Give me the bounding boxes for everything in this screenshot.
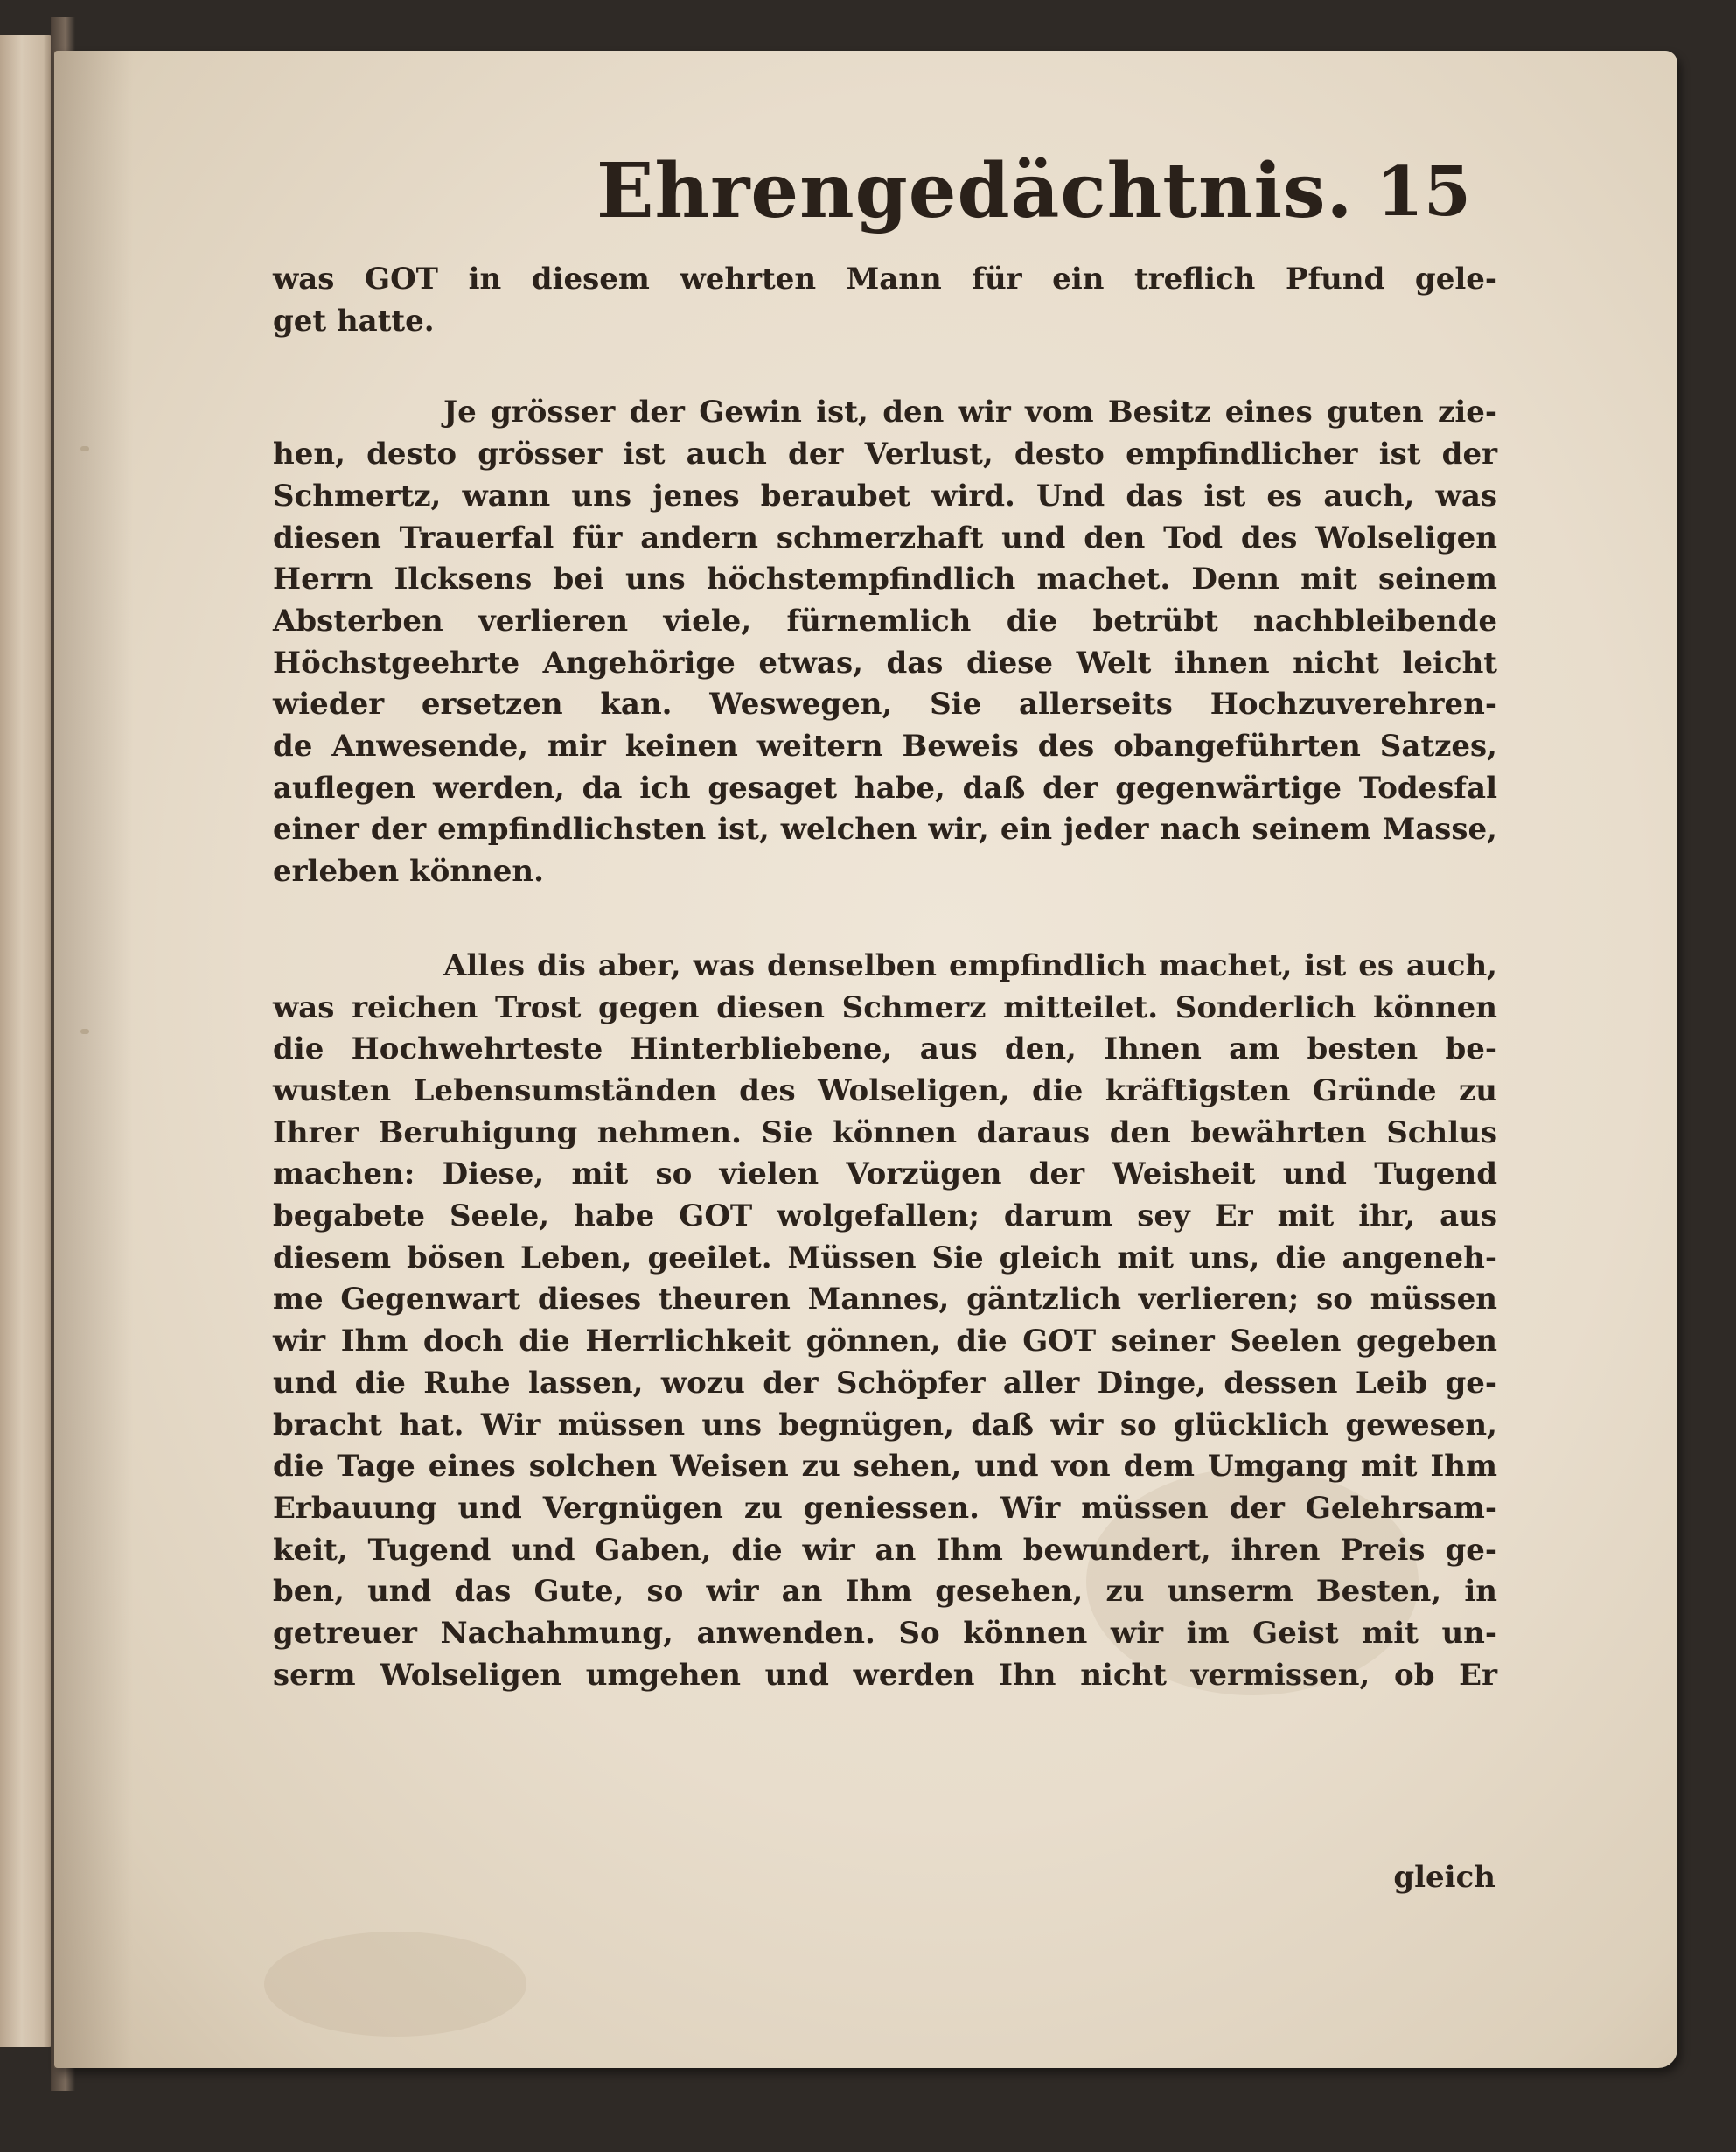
text-line: serm Wolseligen umgehen und werden Ihn nicht vermissen, ob Er	[273, 1657, 1497, 1693]
body-text	[273, 259, 1497, 1697]
text-line: was reichen Trost gegen diesen Schmerz mitteilet. Sonderlich können	[273, 989, 1497, 1025]
text-line: wusten Lebensumständen des Wolseligen, die kräftigsten Gründe zu	[273, 1073, 1497, 1108]
text-line: machen: Diese, mit so vielen Vorzügen der Weisheit und Tugend	[273, 1156, 1497, 1192]
text-line: auflegen werden, da ich gesaget habe, daß der gegenwärtige Todesfal	[273, 770, 1497, 806]
text-line: bracht hat. Wir müssen uns begnügen, daß wir so glücklich gewesen,	[273, 1407, 1497, 1443]
text-line: begabete Seele, habe GOT wolgefallen; darum sey Er mit ihr, aus	[273, 1198, 1497, 1234]
binding-stitch-mark	[80, 1029, 89, 1034]
page-number: 15	[1376, 152, 1471, 232]
book-page	[54, 51, 1677, 2068]
text-line: Höchstgeehrte Angehörige etwas, das diese Welt ihnen nicht leicht	[273, 645, 1497, 681]
text-line: me Gegenwart dieses theuren Mannes, gäntzlich verlieren; so müssen	[273, 1282, 1497, 1317]
text-line: getreuer Nachahmung, anwenden. So können wir im Geist mit un-	[273, 1616, 1497, 1652]
text-line: Absterben verlieren viele, fürnemlich die betrübt nachbleibende	[273, 603, 1497, 639]
text-line: diesen Trauerfal für andern schmerzhaft und den Tod des Wolseligen	[273, 520, 1497, 555]
text-line: Je grösser der Gewin ist, den wir vom Besitz eines guten zie-	[443, 395, 1497, 430]
text-line: hen, desto grösser ist auch der Verlust, desto empfindlicher ist der	[273, 437, 1497, 472]
facing-page-edge	[0, 35, 54, 2047]
text-line: ben, und das Gute, so wir an Ihm gesehen, zu unserm Besten, in	[273, 1574, 1497, 1610]
text-line: get hatte.	[273, 303, 435, 339]
text-line: wir Ihm doch die Herrlichkeit gönnen, die GOT seiner Seelen gegeben	[273, 1324, 1497, 1359]
text-line: die Tage eines solchen Weisen zu sehen, und von dem Umgang mit Ihm	[273, 1449, 1497, 1485]
text-line: was GOT in diesem wehrten Mann für ein treflich Pfund gele-	[273, 262, 1497, 297]
text-line: erleben können.	[273, 854, 544, 890]
binding-stitch-mark	[80, 446, 89, 451]
page-header	[54, 147, 1677, 252]
paragraph	[273, 392, 1497, 892]
paragraph	[273, 259, 1497, 342]
text-line: diesem bösen Leben, geeilet. Müssen Sie gleich mit uns, die angeneh-	[273, 1240, 1497, 1275]
text-line: Alles dis aber, was denselben empfindlich machet, ist es auch,	[443, 947, 1497, 983]
text-line: und die Ruhe lassen, wozu der Schöpfer aller Dinge, dessen Leib ge-	[273, 1365, 1497, 1401]
text-line: Ihrer Beruhigung nehmen. Sie können daraus den bewährten Schlus	[273, 1114, 1497, 1150]
page-curl-shadow	[54, 51, 133, 2068]
running-title: Ehrengedächtnis.	[596, 147, 1354, 235]
text-line: wieder ersetzen kan. Weswegen, Sie allerseits Hochzuverehren-	[273, 687, 1497, 723]
text-line: Herrn Ilcksens bei uns höchstempfindlich machet. Denn mit seinem	[273, 562, 1497, 597]
text-line: de Anwesende, mir keinen weitern Beweis des obangeführten Satzes,	[273, 729, 1497, 765]
text-line: keit, Tugend und Gaben, die wir an Ihm bewundert, ihren Preis ge-	[273, 1532, 1497, 1568]
text-line: Erbauung und Vergnügen zu geniessen. Wir müssen der Gelehrsam-	[273, 1490, 1497, 1526]
paper-stain	[264, 1932, 526, 2037]
text-line: einer der empfindlichsten ist, welchen wir, ein jeder nach seinem Masse,	[273, 812, 1497, 848]
paragraph	[273, 946, 1497, 1697]
text-line: Schmertz, wann uns jenes beraubet wird. Und das ist es auch, was	[273, 478, 1497, 514]
text-line: die Hochwehrteste Hinterbliebene, aus den, Ihnen am besten be-	[273, 1031, 1497, 1067]
catchword: gleich	[1393, 1860, 1495, 1895]
